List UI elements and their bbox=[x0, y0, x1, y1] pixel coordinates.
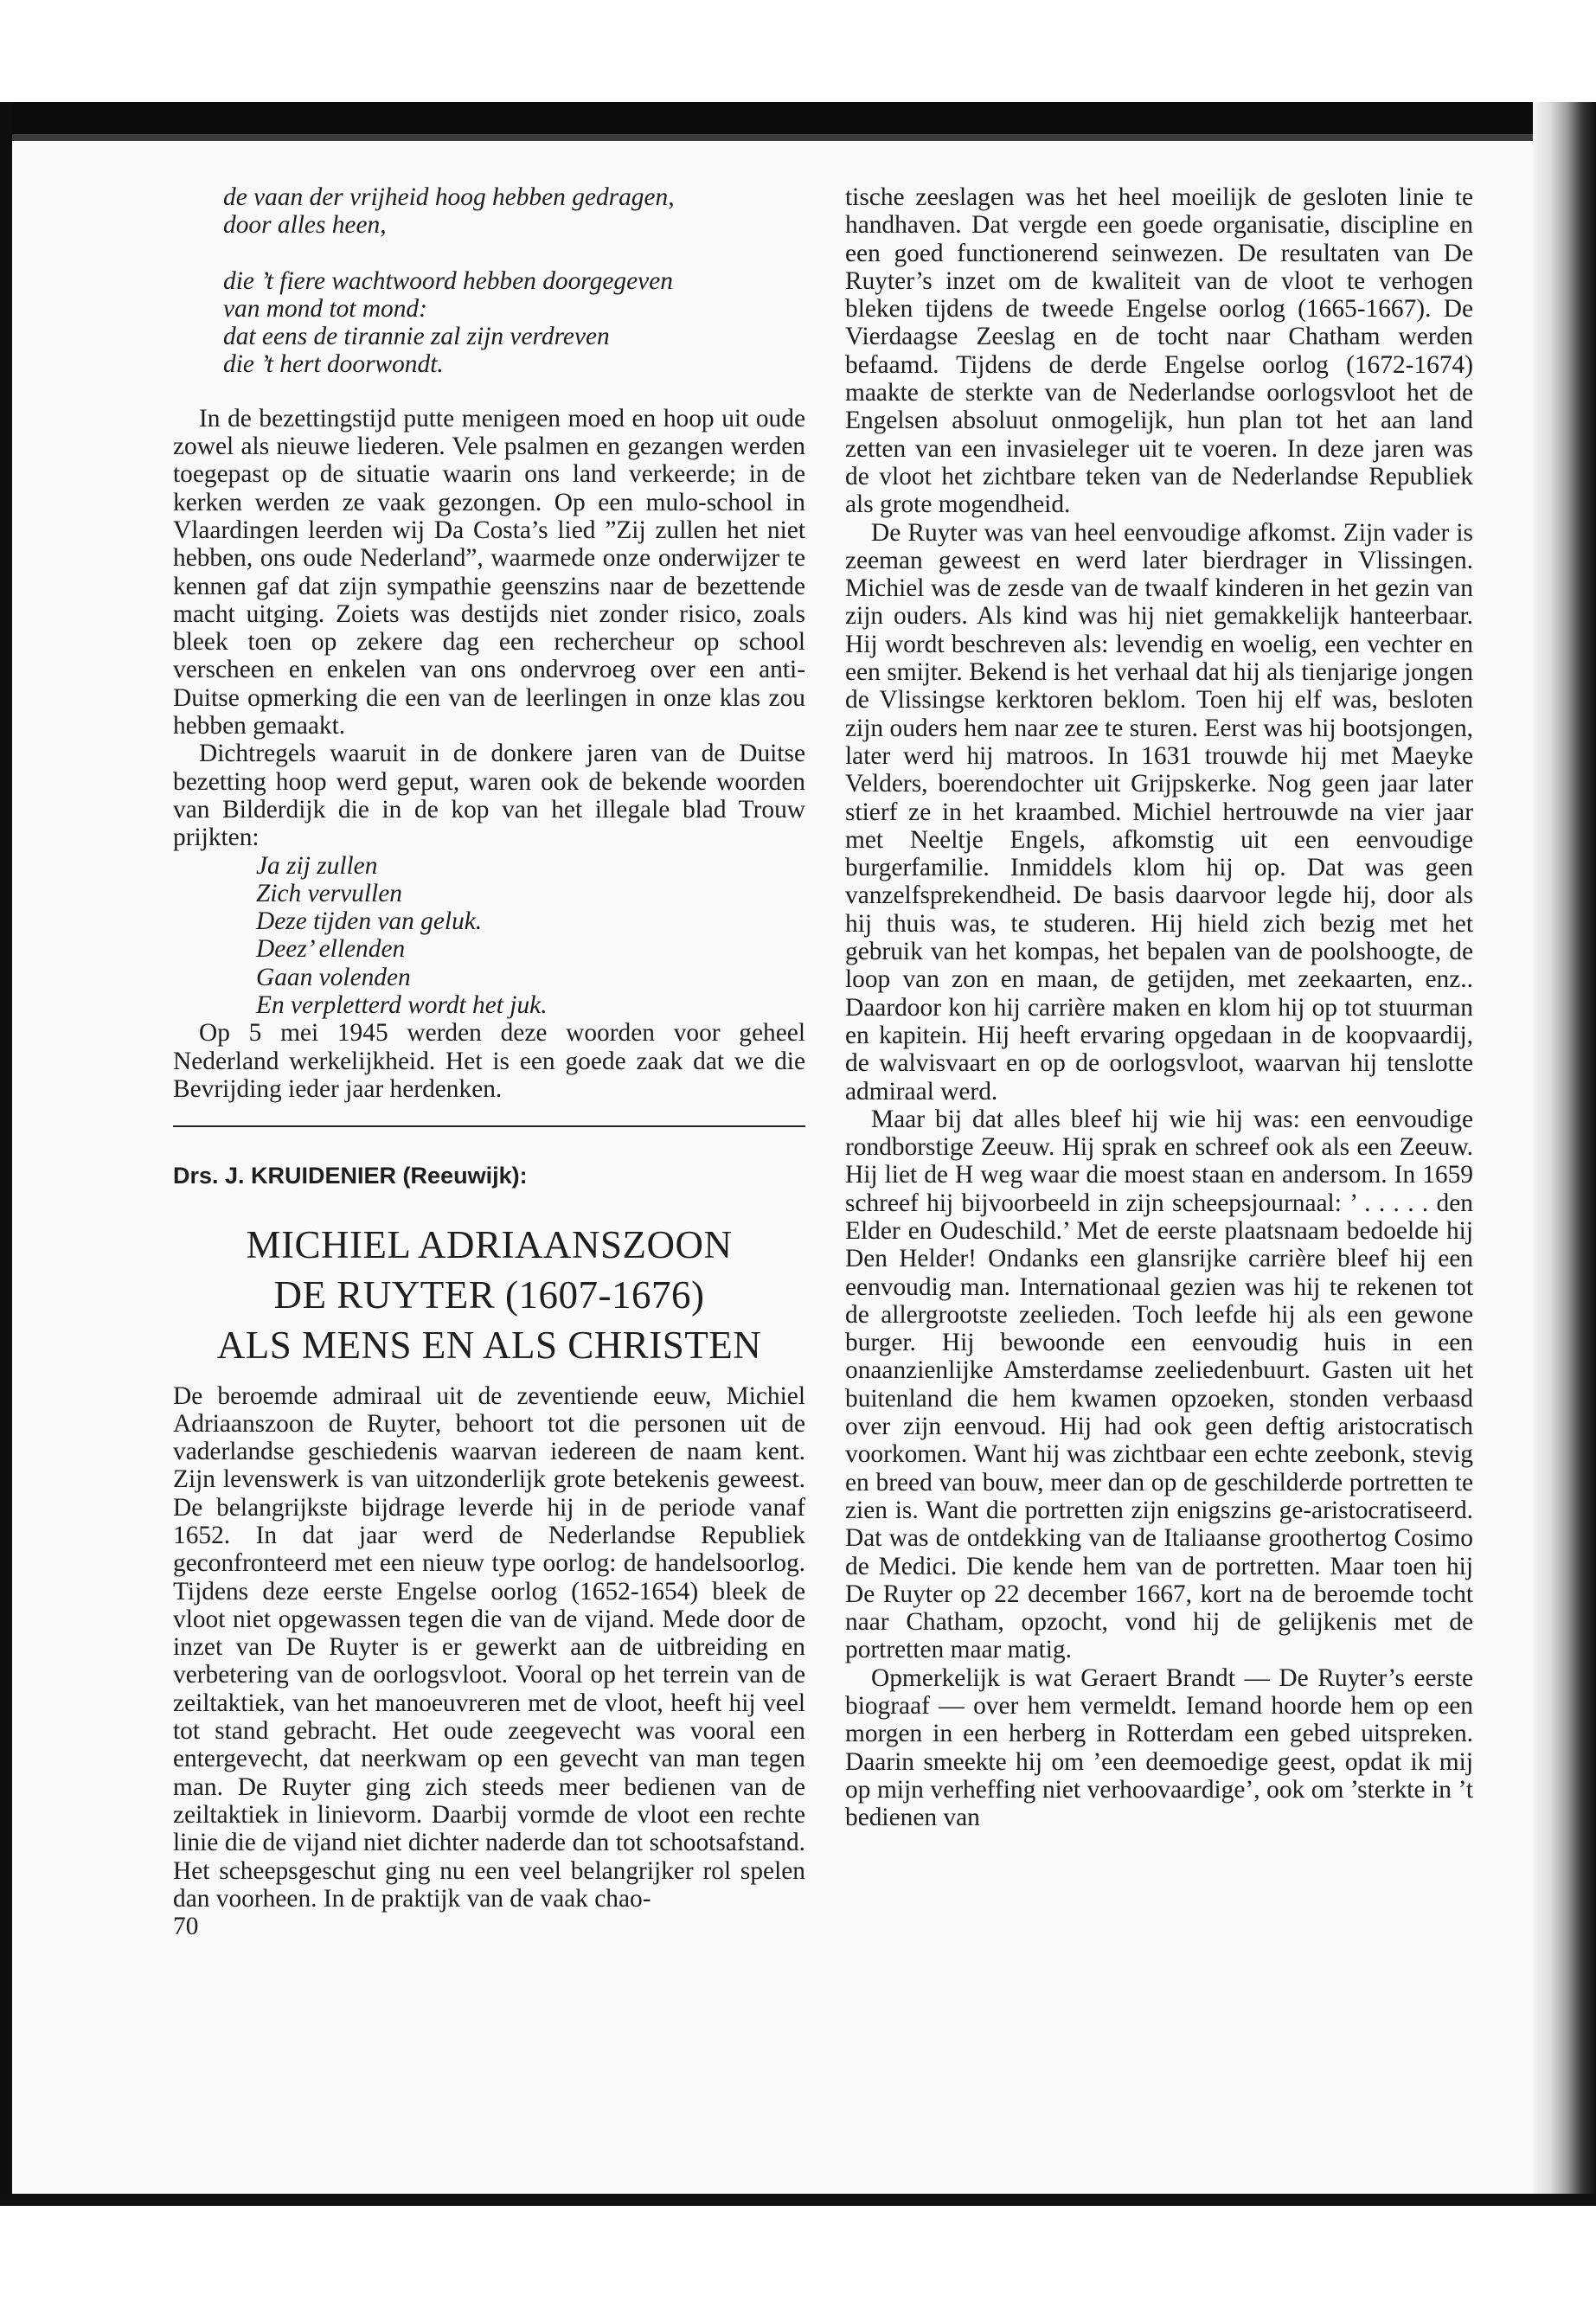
bilderdijk-verse bbox=[173, 852, 805, 1020]
article-author: Drs. J. KRUIDENIER (Reeuwijk): bbox=[173, 1163, 528, 1189]
verse-line: Deez’ ellenden bbox=[256, 935, 406, 964]
paragraph: Maar bij dat alles bleef hij wie hij was: een eenvoudige rondborstige Zeeuw. Hij sprak en schreef ook als een Zeeuw. Hij liet de H weg waar die moest staan en andersom. In 1659 schreef hij bijvoorbeeld in zijn scheepsjournaal: ’ . . . . . den Elder en Oudeschild.’ Met de eerste plaatsnaam bedoelde hij Den Helder! Ondanks een glansrijke carrière bleef hij een eenvoudig man. Internationaal gezien was hij te rekenen tot de allergrootste zeelieden. Toch leefde hij als een gewone burger. Hij bewoonde een eenvoudig huis in een onaanzienlijke Amsterdamse zeeliedenbuurt. Gasten uit het buitenland die hem kwamen opzoeken, stonden verbaasd over zijn eenvoud. Hij had ook geen deftig aristocratisch voorkomen. Want hij was zichtbaar een echte zeebonk, stevig en breed van bouw, meer dan op de geschilderde portretten te zien is. Want die portretten zijn enigszins ge-aristocratiseerd. Dat was de ontdekking van de Italiaanse groothertog Cosimo de Medici. Die kende hem van de portretten. Maar toen hij De Ruyter op 22 december 1667, kort na de beroemde tocht naar Chatham, opzocht, vond hij de gelijkenis met de portretten maar matig. bbox=[845, 1105, 1473, 1664]
verse-line: van mond tot mond: bbox=[223, 294, 427, 323]
title-line: ALS MENS EN ALS CHRISTEN bbox=[216, 1323, 762, 1367]
verse-line: Gaan volenden bbox=[256, 963, 411, 991]
title-line: DE RUYTER (1607-1676) bbox=[273, 1272, 705, 1317]
paragraph: tische zeeslagen was het heel moeilijk de gesloten linie te handhaven. Dat vergde een goede organisatie, discipline en een goed functionerend seinwezen. De resultaten van De Ruyter’s inzet om de kwaliteit van de vloot te verhogen bleken tijdens de tweede Engelse oorlog (1665-1667). De Vierdaagse Zeeslag en de tocht naar Chatham werden befaamd. Tijdens de derde Engelse oorlog (1672-1674) maakte de sterkte van de Nederlandse oorlogsvloot het de Engelsen absoluut onmogelijk, hun plan tot het aan land zetten van een invasieleger uit te voeren. In deze jaren was de vloot het zichtbare teken van de Nederlandse Republiek als grote mogendheid. bbox=[845, 183, 1473, 519]
verse-line: Ja zij zullen bbox=[256, 851, 378, 880]
verse-line: door alles heen, bbox=[223, 211, 387, 240]
verse-line: de vaan der vrijheid hoog hebben gedragen, bbox=[223, 183, 675, 211]
verse-line: Zich vervullen bbox=[256, 879, 402, 907]
scan-top-shadow bbox=[0, 134, 1596, 141]
verse-gap bbox=[223, 240, 805, 267]
paragraph: Op 5 mei 1945 werden deze woorden voor geheel Nederland werkelijkheid. Het is een goede zaak dat we die Bevrijding ieder jaar herdenken. bbox=[173, 1019, 805, 1103]
page-number: 70 bbox=[173, 1913, 199, 1941]
verse-line: Deze tijden van geluk. bbox=[256, 907, 483, 936]
paragraph: De beroemde admiraal uit de zeventiende eeuw, Michiel Adriaanszoon de Ruyter, behoort tot die personen uit de vaderlandse geschiedenis waarvan iedereen de naam kent. Zijn levenswerk is van uitzonderlijk grote betekenis geweest. De belangrijkste bijdrage leverde hij in de periode vanaf 1652. In dat jaar werd de Nederlandse Republiek geconfronteerd met een nieuw type oorlog: de handelsoorlog. Tijdens deze eerste Engelse oorlog (1652-1654) bleek de vloot niet opgewassen tegen die van de vijand. Mede door de inzet van De Ruyter is er gewerkt aan de uitbreiding en verbetering van de oorlogsvloot. Vooral op het terrein van de zeiltaktiek, van het manoeuvreren met de vloot, heeft hij veel tot stand gebracht. Het oude zeegevecht was vooral een entergevecht, dat neerkwam op een gevecht van man tegen man. De Ruyter ging zich steeds meer bedienen van de zeiltaktiek in linievorm. Daarbij vormde de vloot een rechte linie die de vijand niet dichter naderde dan tot schootsafstand. Het scheepsgeschut ging nu een veel belangrijker rol spelen dan voorheen. In de praktijk van de vaak chao- bbox=[173, 1381, 805, 1913]
verse-line: die ’t hert doorwondt. bbox=[223, 350, 444, 379]
scan-bottom-edge bbox=[0, 2194, 1596, 2206]
section-divider bbox=[173, 1125, 805, 1127]
verse-line: dat eens de tirannie zal zijn verdreven bbox=[223, 323, 610, 351]
verse-line: En verpletterd wordt het juk. bbox=[256, 991, 548, 1020]
page-gutter-shadow bbox=[1533, 102, 1596, 2204]
article-title bbox=[173, 1220, 805, 1370]
scan-left-edge bbox=[0, 102, 12, 2204]
verse-line: die ’t fiere wachtwoord hebben doorgegeven bbox=[223, 266, 673, 295]
left-column bbox=[173, 183, 805, 1940]
paragraph: In de bezettingstijd putte menigeen moed en hoop uit oude zowel als nieuwe liederen. Vele psalmen en gezangen werden toegepast op de situatie waarin ons land verkeerde; in de kerken werden ze vaak gezongen. Op een mulo-school in Vlaardingen leerden wij Da Costa’s lied ”Zij zullen het niet hebben, ons oude Nederland”, waarmede onze onderwijzer te kennen gaf dat zijn sympathie geenszins naar de bezettende macht uitging. Zoiets was destijds niet zonder risico, zoals bleek toen op zekere dag een rechercheur op school verscheen en enkelen van ons ondervroeg over een anti-Duitse opmerking die een van de leerlingen in onze klas zou hebben gemaakt. bbox=[173, 404, 805, 740]
paragraph: De Ruyter was van heel eenvoudige afkomst. Zijn vader is zeeman geweest en werd later bierdrager in Vlissingen. Michiel was de zesde van de twaalf kinderen in het gezin van zijn ouders. Als kind was hij niet gemakkelijk hanteerbaar. Hij wordt beschreven als: levendig en woelig, een vechter en een smijter. Bekend is het verhaal dat hij als tienjarige jongen de Vlissingse kerktoren beklom. Toen hij elf was, besloten zijn ouders hem naar zee te sturen. Eerst was hij bootsjongen, later werd hij matroos. In 1631 trouwde hij met Maeyke Velders, boerendochter uit Grijpskerke. Nog geen jaar later stierf ze in het kraambed. Michiel hertrouwde na vier jaar met Neeltje Engels, afkomstig uit een eenvoudige burgerfamilie. Inmiddels klom hij op. Dat was geen vanzelfsprekendheid. De basis daarvoor legde hij, door als hij thuis was, te studeren. Hij hield zich bezig met het gebruik van het kompas, het bepalen van de poolshoogte, de loop van zon en maan, de getijden, met zeekaarten, enz.. Daardoor kon hij carrière maken en klom hij op tot stuurman en kapitein. Hij heeft ervaring opgedaan in de koopvaardij, de walvisvaart en op de oorlogsvloot, waarvan hij tenslotte admiraal werd. bbox=[845, 518, 1473, 1106]
title-line: MICHIEL ADRIAANSZOON bbox=[246, 1222, 733, 1266]
paragraph: Dichtregels waaruit in de donkere jaren van de Duitse bezetting hoop werd geput, waren ook de bekende woorden van Bilderdijk die in de kop van het illegale blad Trouw prijkten: bbox=[173, 740, 805, 852]
right-column bbox=[845, 183, 1473, 1832]
scan-top-edge bbox=[0, 102, 1596, 135]
paragraph: Opmerkelijk is wat Geraert Brandt — De Ruyter’s eerste biograaf — over hem vermeldt. Iemand hoorde hem op een morgen in een herberg in Rotterdam een gebed uitspreken. Daarin smeekte hij om ’een deemoedige geest, opdat ik mij op mijn verheffing niet verhoovaardige’, ook om ’sterkte in ’t bedienen van bbox=[845, 1663, 1473, 1832]
poem-verse bbox=[173, 183, 805, 379]
